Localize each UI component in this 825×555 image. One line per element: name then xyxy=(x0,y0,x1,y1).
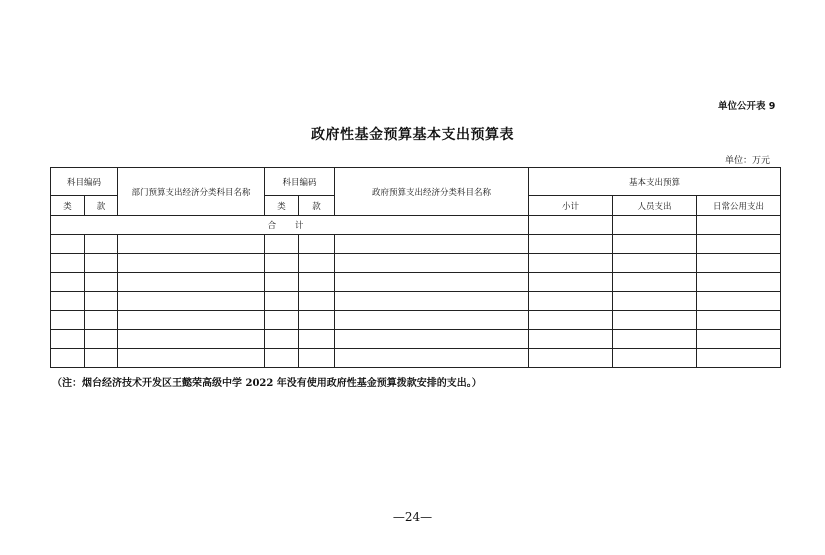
footnote: （注：烟台经济技术开发区王懿荣高级中学 2022 年没有使用政府性基金预算拨款安排的支出。） xyxy=(52,378,482,389)
table-row xyxy=(51,330,781,349)
unit-label: 单位：万元 xyxy=(725,156,771,166)
gov-category-header: 政府预算支出经济分类科目名称 xyxy=(335,168,529,216)
table-row xyxy=(51,254,781,273)
table-row xyxy=(51,292,781,311)
dept-category-header: 部门预算支出经济分类科目名称 xyxy=(118,168,265,216)
table-code: 单位公开表 9 xyxy=(718,101,776,112)
class-header-1: 类 xyxy=(51,196,85,216)
daily-public-header: 日常公用支出 xyxy=(697,196,781,216)
total-personnel-cell xyxy=(613,216,697,235)
page-number: —24— xyxy=(392,510,433,524)
budget-table xyxy=(50,167,781,368)
table-row xyxy=(51,311,781,330)
subject-code-header-1: 科目编码 xyxy=(51,168,118,196)
table-row xyxy=(51,235,781,254)
item-header-1: 款 xyxy=(85,196,118,216)
personnel-header: 人员支出 xyxy=(613,196,697,216)
basic-budget-header: 基本支出预算 xyxy=(529,168,781,196)
item-header-2: 款 xyxy=(299,196,335,216)
subject-code-header-2: 科目编码 xyxy=(265,168,335,196)
page-title: 政府性基金预算基本支出预算表 xyxy=(311,127,514,143)
total-daily-cell xyxy=(697,216,781,235)
class-header-2: 类 xyxy=(265,196,299,216)
total-label: 合 计 xyxy=(51,216,529,235)
total-subtotal-cell xyxy=(529,216,613,235)
subtotal-header: 小计 xyxy=(529,196,613,216)
table-row xyxy=(51,273,781,292)
table-row xyxy=(51,349,781,368)
